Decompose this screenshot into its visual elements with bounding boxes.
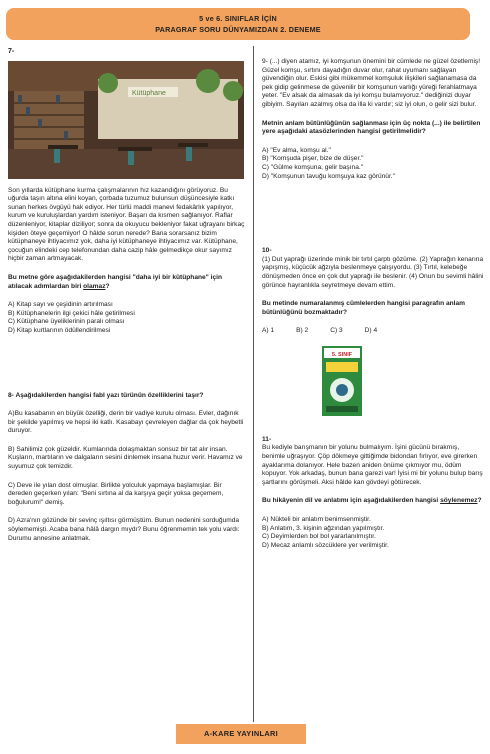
question-7-option-c[interactable]: C) Kütüphane üyeliklerinin paralı olması <box>8 318 125 326</box>
question-9-option-a[interactable]: A) "Ev alma, komşu al." <box>262 146 331 154</box>
library-sign-text: Kütüphane <box>132 89 166 97</box>
header-line-2: PARAGRAF SORU DÜNYAMIZDAN 2. DENEME <box>155 25 321 34</box>
question-8-option-d[interactable]: D) Azra'nın gözünde bir sevinç ışıltısı görmüştüm. Bunun nedenini sorduğumda söylememişti. Acaba bana hâlâ dargın mıydı? Bunu öğrenmemin tek yolu vardı: Durumu annesine anlatmak. <box>8 517 240 542</box>
book-label: 5. SINIF <box>331 351 353 358</box>
question-9-option-b[interactable]: B) "Komşuda pişer, bize de düşer." <box>262 155 364 163</box>
question-11-option-d[interactable]: D) Mecaz anlamlı sözcüklere yer verilmiştir. <box>262 541 389 549</box>
question-11-option-a[interactable]: A) Nükteli bir anlatım benimsenmiştir. <box>262 516 371 524</box>
question-7-prompt: Bu metne göre aşağıdakilerden hangisi "daha iyi bir kütüphane" için atılacak adımlardan biri olamaz? <box>8 273 223 290</box>
header-line-1: 5 ve 6. SINIFLAR İÇİN <box>199 14 277 23</box>
question-10-number: 10- <box>262 247 272 255</box>
question-9-prompt: Metnin anlam bütünlüğünün sağlanması için üç nokta (...) ile belirtilen yere aşağıdaki atasözlerinden hangisi getirilmelidir? <box>262 119 481 136</box>
question-7-option-a[interactable]: A) Kitap sayı ve çeşidinin artırılması <box>8 301 113 309</box>
question-9-option-d[interactable]: D) "Komşunun tavuğu komşuya kaz görünür." <box>262 172 395 180</box>
question-8-option-c[interactable]: C) Deve ile yılan dost olmuşlar. Birlikte yolculuk yapmaya başlamışlar. Bir dereden geçerken yılan: "Beni sırtına al da karşıya geçir yoksa geçemem, boğulurum!" demiş. <box>8 481 224 506</box>
question-11-number: 11- <box>262 435 272 443</box>
question-11-paragraph: Bu kediyle barışmanın bir yolunu bulmalıyım. İşini gücünü bırakmış, benimle uğraşıyor. Çöp dökmeye gittiğimde bidondan fırlıyor, eve girerken ayaklarıma dolanıyor. Hele bazen aniden önüme çıkmıyor mu, ödüm kopuyor. Yok arkadaş, bunun bana garezi var! İyisi mi bir yolunu bulup barış şartlarını görüşmeli. Aksi hâlde kan gövdeyi götürecek. <box>262 444 483 486</box>
question-10-option-b[interactable]: B) 2 <box>296 327 309 335</box>
question-11-option-c[interactable]: C) Deyimlerden bol bol yararlanılmıştır. <box>262 533 376 541</box>
library-illustration <box>8 61 244 179</box>
book-cover-image <box>322 346 362 416</box>
question-10-prompt: Bu metinde numaralanmış cümlelerden hangisi paragrafın anlam bütünlüğünü bozmaktadır? <box>262 300 465 316</box>
book-cover-area <box>262 346 484 420</box>
question-8-option-a[interactable]: A)Bu kasabanın en büyük özelliği, derin bir vadiye kurulu olması. Evler, dağınık bir şekilde yapılmış ve hepsi iki katlı. Kasabayı çevreleyen dağlar da çok heybetli duruyor. <box>8 410 244 435</box>
question-7-option-b[interactable]: B) Kütüphanelerin ilgi çekici hâle getirilmesi <box>8 309 135 317</box>
library-photo <box>8 61 244 179</box>
question-10-option-d[interactable]: D) 4 <box>364 327 378 335</box>
question-11-option-b[interactable]: B) Anlatım, 3. kişinin ağzından yapılmıştır. <box>262 524 385 532</box>
question-7-number: 7- <box>8 48 15 55</box>
question-10-option-a[interactable]: A) 1 <box>262 327 275 335</box>
question-7-option-d[interactable]: D) Kitap kurtlarının ödüllendirilmesi <box>8 326 111 334</box>
left-column <box>8 48 246 543</box>
question-10-option-c[interactable]: C) 3 <box>330 327 343 335</box>
question-9-option-c[interactable]: C) "Gülme komşuna, gelir başına." <box>262 163 364 171</box>
question-7-paragraph: Son yıllarda kütüphane kurma çalışmalarının hız kazandığını görüyoruz. Bu uğurda taşın altına elini koyan, çorbada tuzumuz bulunsun düşüncesiyle katkı sunan herkes övgüyü hak ediyor. Her türlü maddi manevi fedakârlık yapılıyor, kurum ve kuruluşlardan yardım isteniyor. Başarı da kısmen sağlanıyor. Raflar düzenleniyor, kitaplar diziliyor; sonra da okuyucu bekleniyor fakat uğrayanı birkaç kişiden öteye geçemiyor! O hâlde sorun nerede? Bana sorarsanız bizim kütüphaneye ihtiyacımız yok, daha iyi kütüphaneye ihtiyacımız var. Kütüphane, çocuğun elindeki cep telefonundan daha cazip hâle gelmedikçe okur sayımız hiçbir zaman artmayacak. <box>8 186 245 263</box>
question-11-prompt: Bu hikâyenin dil ve anlatımı için aşağıdakilerden hangisi söylenemez? <box>262 497 482 505</box>
right-column <box>262 48 484 550</box>
header-banner <box>6 8 470 40</box>
publisher-footer: A-KARE YAYINLARI <box>176 724 306 744</box>
question-10-paragraph: (1) Dut yaprağı üzerinde minik bir tırtıl çarptı gözüme. (2) Yaprağın kenarına yapışmış, küçücük ağzıyla beslenmeye çalışıyordu. (3) Tırtıl, kelebeğe dönüşmeden önce en çok dut yaprağı ile beslenir. (4) Onun bu sevimli hâlini görünce hayranlıkla seyretmeye devam ettim. <box>262 255 484 289</box>
question-8-option-b[interactable]: B) Sahilimiz çok güzeldir. Kumlarında dolaşmaktan sonsuz bir tat alır insan. Kuşların, martıların ve dalgaların sesini dinlemek insana huzur verir. Havamız ve suyumuz çok temizdir. <box>8 445 243 471</box>
question-8-prompt: 8- Aşağıdakilerden hangisi fabl yazı türünün özelliklerini taşır? <box>8 391 204 399</box>
question-9-paragraph: 9- (...) diyen atamız, iyi komşunun önemini bir cümlede ne güzel özetlemiş! Güzel komşu, sırtını dayadığın duvar olur, rahat uyumanı sağlayan güvendiğin olur. Eskisi gibi mükemmel komşuluk ilişkileri sağlanamasa da pek gidip gelinmese de güvenilir bir komşunun varlığı yüreği ferahlatmaya yeter. "Ev alsak da almasak da iyi komşu bulamıyoruz." dediğinizi duyar gibiyim. Sayıları azalmış olsa da illa ki vardır; siz iyi olun, o gelir sizi bulur. <box>262 58 481 108</box>
question-10-options <box>262 327 484 336</box>
column-divider <box>253 46 254 722</box>
